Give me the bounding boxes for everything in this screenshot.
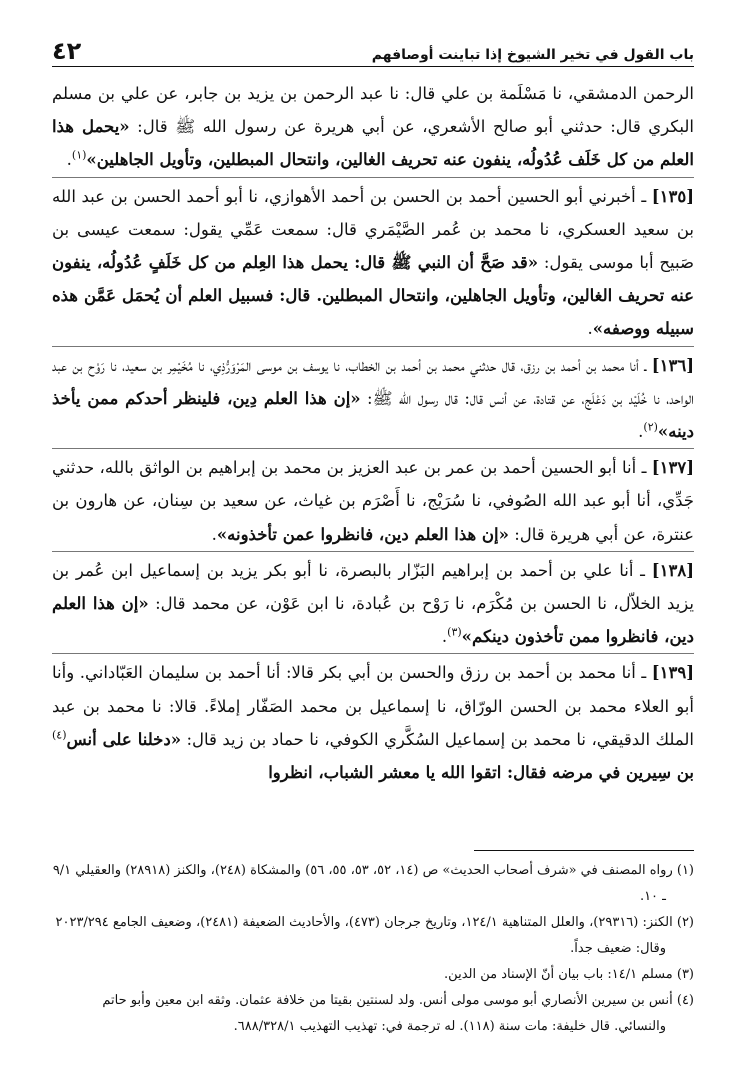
quote-137: «إن هذا العلم دين، فانظروا عمن تأخذونه»	[216, 524, 509, 544]
main-text	[52, 77, 694, 789]
paragraph-135	[52, 177, 694, 346]
end-135: .	[587, 319, 593, 339]
end-138: .	[441, 627, 448, 647]
chain-138: ـ أنا علي بن أحمد بن إبراهيم البَزّار بالبصرة، نا أبو بكر يزيد بن إسماعيل ابن عُمر بن يزيد الخلاّل، نا الحسن بن مُكْرَم، نا رَوْح بن عُبادة، نا ابن عَوْن، عن محمد قال:	[52, 560, 695, 614]
page-number: ٤٢	[52, 37, 82, 65]
footnote-divider	[474, 850, 694, 851]
footnote-4: (٤) أنس بن سيرين الأنصاري أبو موسى مولى أنس. ولد لسنتين بقيتا من خلافة عثمان. وثقه ابن معين وأبو حاتم والنسائي. قال خليفة: مات سنة (١١٨). له ترجمة في: تهذيب التهذيب ٦٨٨/٣٢٨/١.	[102, 993, 694, 1034]
paragraph-number-139: [١٣٩]	[651, 663, 694, 683]
footnote-ref-1[interactable]: (١)	[71, 148, 87, 162]
intro-paragraph	[52, 77, 694, 177]
footnote-2: (٢) الكنز: (٢٩٣١٦)، والعلل المتناهية ١٢٤/١، وتاريخ جرجان (٤٧٣)، والأحاديث الضعيفة (٢٤٨١)، وضعيف الجامع ٢٠٢٣/٢٩٤ وقال: ضعيف جداً.	[55, 915, 694, 956]
footnote-ref-3[interactable]: (٣)	[447, 625, 462, 639]
quote-139-rest: بن سِيرين في مرضه فقال: اتقوا الله يا معشر الشباب، انظروا	[268, 763, 694, 783]
quote-139-start: «دخلنا على أنس	[66, 729, 182, 749]
end-137: .	[211, 524, 217, 544]
paragraph-136	[52, 346, 694, 449]
paragraph-number-136: [١٣٦]	[651, 355, 694, 375]
paragraph-138	[52, 551, 694, 654]
quote-135: «قد صَحَّ أن النبي ﷺ قال: يحمل هذا العِلم من كل خَلَفٍ عُدُولُه، ينفون عنه تحريف الغالين، وتأويل الجاهلين، وانتحال المبطلين. قال: فسبيل العلم أن يُحمَل عَمَّن هذه سبيله ووصفه»	[52, 253, 694, 339]
footnote-1: (١) رواه المصنف في «شرف أصحاب الحديث» ص (١٤، ٥٢، ٥٣، ٥٥، ٥٦) والمشكاة (٢٤٨)، والكنز (٢٨٩١٨) والعقيلي ٩/١ ـ ١٠.	[52, 863, 694, 904]
chain-136: ـ أنا محمد بن أحمد بن رزق، قال حدثني محمد بن أحمد بن الخطاب، نا يوسف بن موسى المَرْوَرُّذِي، نا مُخَيْمِر بن سعيد، نا رَوْح بن عبد الواحد، نا خُلَيْد بن دَعْلَج، عن قتادة، عن أنس قال: قال رسول الله ﷺ:	[52, 355, 694, 408]
footnote-ref-2[interactable]: (٢)	[643, 420, 658, 434]
paragraph-139	[52, 653, 694, 789]
end-136: .	[638, 422, 644, 442]
quote-138: «إن هذا العلم دين، فانظروا ممن تأخذون دينكم»	[52, 594, 694, 647]
intro-end: .	[66, 150, 72, 170]
paragraph-number-135: [١٣٥]	[651, 186, 694, 206]
page-header	[52, 30, 694, 67]
paragraph-number-138: [١٣٨]	[651, 560, 694, 580]
footnote-ref-4[interactable]: (٤)	[52, 728, 67, 742]
footnotes	[52, 858, 694, 1040]
footnote-3: (٣) مسلم ١٤/١: باب بيان أنّ الإسناد من الدين.	[444, 967, 694, 982]
intro-quote: «يحمل هذا العلم من كل خَلَف عُدُولُه، ينفون عنه تحريف الغالين، وانتحال المبطلين، وتأويل الجاهلين»	[52, 117, 694, 170]
intro-text: الرحمن الدمشقي، نا مَسْلَمة بن علي قال: نا عبد الرحمن بن يزيد بن جابر، عن علي بن مسلم البكري قال: حدثني أبو صالح الأشعري، عن أبي هريرة عن رسول الله ﷺ قال:	[52, 84, 695, 137]
paragraph-number-137: [١٣٧]	[651, 458, 694, 478]
running-title: باب القول في تخير الشيوخ إذا تباينت أوصافهم	[371, 47, 694, 63]
quote-136: «إن هذا العلم دِين، فلينظر أحدكم ممن يأخذ دينه»	[52, 388, 694, 442]
chain-137: ـ أنا أبو الحسين أحمد بن عمر بن عبد العزيز بن محمد بن إبراهيم بن الواثق بالله، حدثني جَدِّي، أنا أبو عبد الله الصُوفي، نا سُرَيْج، نا أَصْرَم بن غياث، عن سعيد بن سِنان، عن هارون بن عنترة، عن أبي هريرة قال:	[52, 458, 694, 544]
paragraph-137	[52, 448, 694, 551]
chain-135: ـ أخبرني أبو الحسين أحمد بن الحسن بن أحمد الأهوازي، نا أبو أحمد الحسن بن عبد الله بن سعيد العسكري، نا محمد بن عُمر الصَّيْمَري قال: سمعت عَمِّي يقول: سمعت عيسى بن صَبيح أبا موسى يقول:	[52, 186, 694, 273]
chain-139: ـ أنا محمد بن أحمد بن رزق والحسن بن أبي بكر قالا: أنا أحمد بن سليمان العَبّاداني. وأنا أبو العلاء محمد بن الحسن الورّاق، نا إسماعيل بن محمد الصَفّار إملاءً. قالا: نا محمد بن عبد الملك الدقيقي، نا محمد بن إسماعيل السُكَّري الكوفي، نا حماد بن زيد قال:	[52, 663, 694, 749]
book-page	[52, 30, 694, 1068]
